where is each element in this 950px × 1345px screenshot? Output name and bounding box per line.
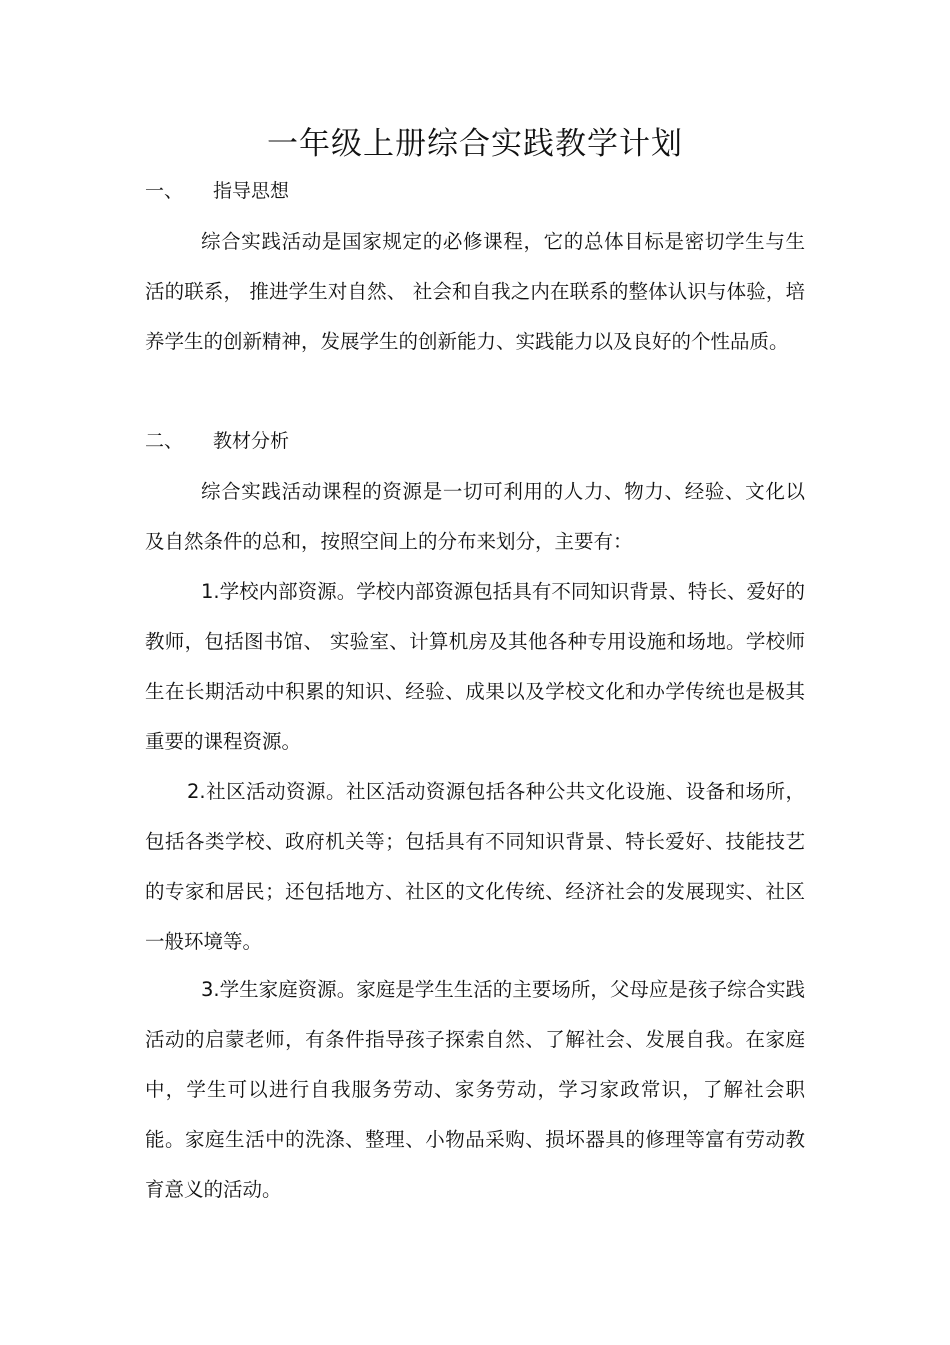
paragraph-school-resources: 1.学校内部资源。学校内部资源包括具有不同知识背景、特长、爱好的教师，包括图书馆、 实验室、计算机房及其他各种专用设施和场地。学校师生在长期活动中积累的知识、经验、成果以及学校文化和办学传统也是极其重要的课程资源。: [145, 580, 805, 753]
section-number: 二、: [145, 430, 184, 452]
section-title: 教材分析: [213, 430, 290, 452]
paragraph-resources-intro: 综合实践活动课程的资源是一切可利用的人力、物力、经验、文化以及自然条件的总和，按照空间上的分布来划分，主要有：: [145, 480, 805, 553]
section-heading-guiding-ideology: [145, 177, 289, 205]
paragraph-guiding-ideology: 综合实践活动是国家规定的必修课程，它的总体目标是密切学生与生活的联系， 推进学生对自然、 社会和自我之内在联系的整体认识与体验，培养学生的创新精神，发展学生的创新能力、实践能力以及良好的个性品质。: [145, 230, 805, 353]
paragraph-community-resources: 2.社区活动资源。社区活动资源包括各种公共文化设施、设备和场所，包括各类学校、政府机关等；包括具有不同知识背景、特长爱好、技能技艺的专家和居民；还包括地方、社区的文化传统、经济社会的发展现实、社区一般环境等。: [145, 780, 805, 953]
section-number: 一、: [145, 180, 184, 202]
section-heading-material-analysis: [145, 427, 289, 455]
document-title: 一年级上册综合实践教学计划: [267, 126, 683, 162]
paragraph-family-resources: 3.学生家庭资源。家庭是学生生活的主要场所，父母应是孩子综合实践活动的启蒙老师，有条件指导孩子探索自然、了解社会、发展自我。在家庭中，学生可以进行自我服务劳动、家务劳动，学习家政常识，了解社会职能。家庭生活中的洗涤、整理、小物品采购、损坏器具的修理等富有劳动教育意义的活动。: [145, 978, 805, 1201]
section-title: 指导思想: [213, 180, 290, 202]
